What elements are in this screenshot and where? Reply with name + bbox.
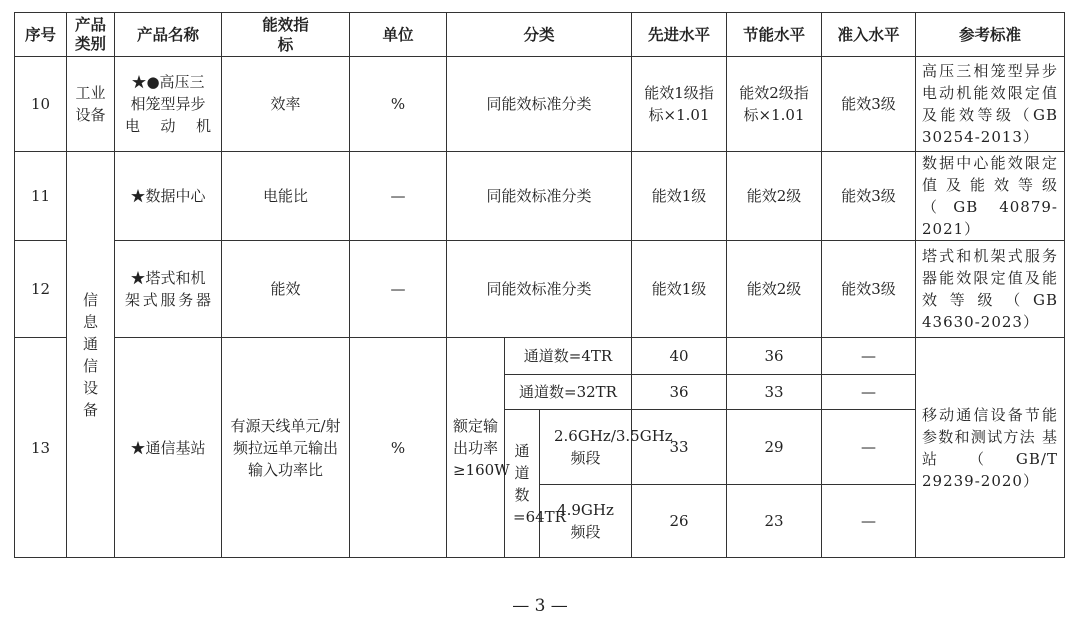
row-standard: 高压三相笼型异步电动机能效限定值及能效等级（GB 30254-2013） bbox=[916, 57, 1065, 152]
header-entry: 准入水平 bbox=[822, 13, 916, 57]
row-unit: % bbox=[350, 57, 447, 152]
row-classification: 通道数=4TR bbox=[505, 338, 632, 375]
table-row bbox=[15, 241, 1065, 338]
row-entry: — bbox=[822, 375, 916, 410]
row-indicator: 电能比 bbox=[222, 152, 350, 241]
row-seq: 10 bbox=[15, 57, 67, 152]
row-standard: 塔式和机架式服务器能效限定值及能效等级（GB 43630-2023） bbox=[916, 241, 1065, 338]
row-class-main: 额定输出功率≥160W bbox=[447, 338, 505, 558]
row-saving: 33 bbox=[727, 375, 822, 410]
row-advanced: 40 bbox=[632, 338, 727, 375]
header-saving: 节能水平 bbox=[727, 13, 822, 57]
row-advanced: 能效1级 bbox=[632, 241, 727, 338]
row-standard: 移动通信设备节能参数和测试方法 基站（GB/T 29239-2020） bbox=[916, 338, 1065, 558]
row-seq: 13 bbox=[15, 338, 67, 558]
row-saving: 能效2级 bbox=[727, 152, 822, 241]
row-standard: 数据中心能效限定值及能效等级（GB 40879-2021） bbox=[916, 152, 1065, 241]
row-classification: 2.6GHz/3.5GHz频段 bbox=[540, 410, 632, 485]
header-category: 产品类别 bbox=[67, 13, 115, 57]
header-indicator: 能效指标 bbox=[222, 13, 350, 57]
row-classification: 4.9GHz频段 bbox=[540, 485, 632, 558]
row-unit: % bbox=[350, 338, 447, 558]
row-saving: 能效2级 bbox=[727, 241, 822, 338]
row-saving: 36 bbox=[727, 338, 822, 375]
table-row bbox=[15, 57, 1065, 152]
row-indicator: 能效 bbox=[222, 241, 350, 338]
row-classification: 通道数=32TR bbox=[505, 375, 632, 410]
row-indicator: 有源天线单元/射频拉远单元输出输入功率比 bbox=[222, 338, 350, 558]
row-category: 信息通信设备 bbox=[67, 152, 115, 558]
row-unit: — bbox=[350, 152, 447, 241]
header-name: 产品名称 bbox=[115, 13, 222, 57]
row-name: ★●高压三相笼型异步电动机 bbox=[115, 57, 222, 152]
row-classification: 同能效标准分类 bbox=[447, 57, 632, 152]
table-row bbox=[15, 152, 1065, 241]
header-unit: 单位 bbox=[350, 13, 447, 57]
energy-efficiency-table bbox=[14, 12, 1065, 558]
row-name: ★通信基站 bbox=[115, 338, 222, 558]
row-advanced: 能效1级指标×1.01 bbox=[632, 57, 727, 152]
row-unit: — bbox=[350, 241, 447, 338]
row-entry: 能效3级 bbox=[822, 57, 916, 152]
header-advanced: 先进水平 bbox=[632, 13, 727, 57]
row-advanced: 26 bbox=[632, 485, 727, 558]
header-standard: 参考标准 bbox=[916, 13, 1065, 57]
row-classification: 同能效标准分类 bbox=[447, 241, 632, 338]
row-class-channel: 通道数=64TR bbox=[505, 410, 540, 558]
row-name: ★塔式和机架式服务器 bbox=[115, 241, 222, 338]
row-entry: — bbox=[822, 338, 916, 375]
row-classification: 同能效标准分类 bbox=[447, 152, 632, 241]
row-entry: 能效3级 bbox=[822, 152, 916, 241]
row-name: ★数据中心 bbox=[115, 152, 222, 241]
header-row bbox=[15, 13, 1065, 57]
row-entry: — bbox=[822, 485, 916, 558]
row-advanced: 能效1级 bbox=[632, 152, 727, 241]
header-classification: 分类 bbox=[447, 13, 632, 57]
table-row bbox=[15, 338, 1065, 375]
row-saving: 23 bbox=[727, 485, 822, 558]
row-seq: 12 bbox=[15, 241, 67, 338]
page-number: — 3 — bbox=[512, 596, 568, 616]
row-seq: 11 bbox=[15, 152, 67, 241]
row-entry: — bbox=[822, 410, 916, 485]
row-saving: 能效2级指标×1.01 bbox=[727, 57, 822, 152]
row-advanced: 33 bbox=[632, 410, 727, 485]
row-saving: 29 bbox=[727, 410, 822, 485]
row-category: 工业设备 bbox=[67, 57, 115, 152]
row-entry: 能效3级 bbox=[822, 241, 916, 338]
header-seq: 序号 bbox=[15, 13, 67, 57]
row-advanced: 36 bbox=[632, 375, 727, 410]
row-indicator: 效率 bbox=[222, 57, 350, 152]
